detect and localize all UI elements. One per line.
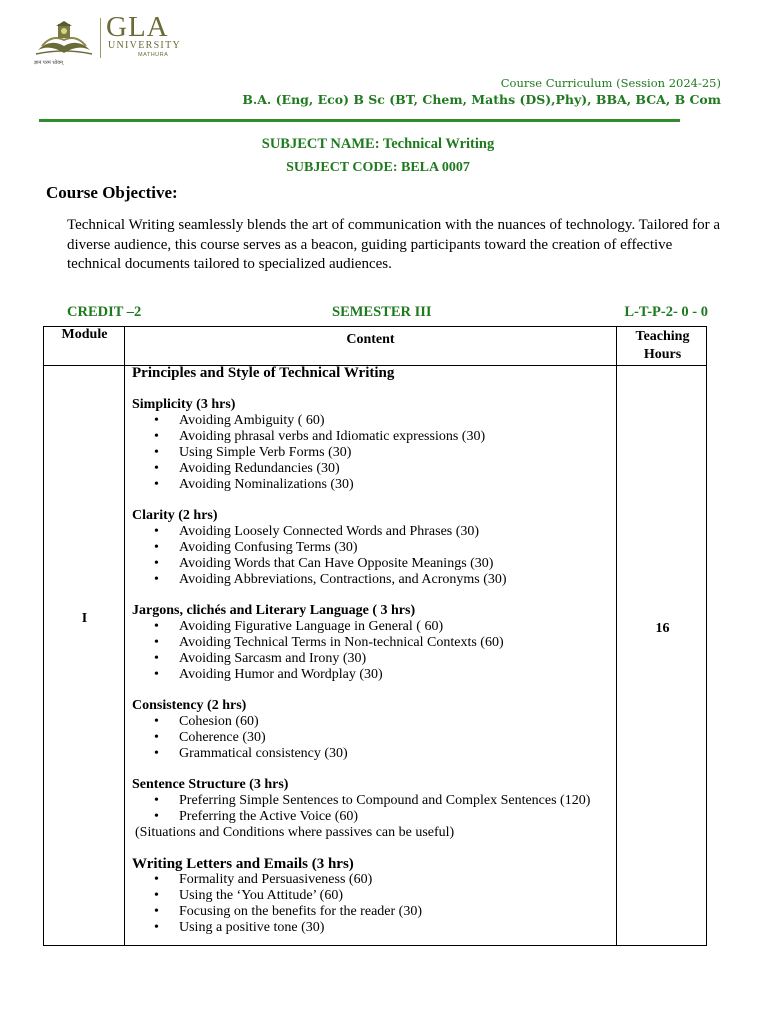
- list-item: • Formality and Persuasiveness (60): [154, 872, 373, 887]
- list-item: • Using a positive tone (30): [154, 920, 325, 935]
- teaching-hours-value: 16: [655, 621, 670, 636]
- bullet-icon: •: [154, 793, 159, 808]
- logo-city-text: MATHURA: [138, 52, 169, 58]
- section-heading-jargons: Jargons, clichés and Literary Language ( 3 hrs): [132, 603, 416, 618]
- header-hours-line2: Hours: [643, 347, 682, 362]
- bullet-icon: •: [154, 920, 159, 935]
- list-item: • Avoiding Ambiguity ( 60): [154, 413, 325, 428]
- module-content: [132, 365, 612, 936]
- bullet-icon: •: [154, 746, 159, 761]
- programs-label: B.A. (Eng, Eco) B Sc (BT, Chem, Maths (DS),Phy), BBA, BCA, B Com: [242, 92, 721, 107]
- bullet-icon: •: [154, 809, 159, 824]
- list-item: • Preferring the Active Voice (60): [154, 809, 359, 824]
- passive-voice-note: (Situations and Conditions where passives can be useful): [135, 825, 455, 840]
- semester-label: SEMESTER III: [332, 304, 432, 320]
- objective-text: Technical Writing seamlessly blends the art of communication with the nuances of technology. Tailored for a diverse audience, this course serves as a beacon, guiding participants toward the creation of effective technical documents tailored to specialized audiences.: [67, 217, 721, 272]
- header-teaching-hours: [617, 328, 708, 364]
- subject-name: SUBJECT NAME: Technical Writing: [261, 136, 495, 152]
- logo-gla-text: GLA: [106, 11, 169, 43]
- module-title: Principles and Style of Technical Writing: [132, 365, 395, 381]
- university-logo: [32, 11, 202, 66]
- emblem-icon: [32, 20, 96, 58]
- bullet-icon: •: [154, 540, 159, 555]
- ltp-label: L-T-P-2- 0 - 0: [624, 304, 708, 320]
- list-item: • Coherence (30): [154, 730, 266, 745]
- subject-code: SUBJECT CODE: BELA 0007: [286, 160, 470, 175]
- list-item: • Cohesion (60): [154, 714, 259, 729]
- logo-motto-text: ज्ञानं परमं ध्येयम्: [34, 60, 63, 66]
- section-heading-sentence-structure: Sentence Structure (3 hrs): [132, 777, 289, 792]
- list-item: • Avoiding Loosely Connected Words and Phrases (30): [154, 524, 480, 539]
- consistency-list: [132, 714, 612, 762]
- header-divider: [39, 119, 680, 122]
- section-heading-letters: Writing Letters and Emails (3 hrs): [132, 856, 354, 872]
- letters-list: [132, 872, 612, 936]
- list-item: • Using the ‘You Attitude’ (60): [154, 888, 343, 903]
- list-item: • Avoiding Nominalizations (30): [154, 477, 354, 492]
- sentence-structure-list: [132, 793, 612, 825]
- bullet-icon: •: [154, 872, 159, 887]
- table-divider: [124, 327, 125, 945]
- section-heading-clarity: Clarity (2 hrs): [132, 508, 218, 523]
- bullet-icon: •: [154, 730, 159, 745]
- section-heading-consistency: Consistency (2 hrs): [132, 698, 247, 713]
- bullet-icon: •: [154, 635, 159, 650]
- bullet-icon: •: [154, 651, 159, 666]
- bullet-icon: •: [154, 572, 159, 587]
- header-content: Content: [346, 332, 395, 347]
- bullet-icon: •: [154, 888, 159, 903]
- session-label: Course Curriculum (Session 2024-25): [500, 76, 721, 90]
- bullet-icon: •: [154, 524, 159, 539]
- list-item: • Using Simple Verb Forms (30): [154, 445, 352, 460]
- syllabus-table: [43, 326, 707, 946]
- list-item: • Avoiding Humor and Wordplay (30): [154, 667, 383, 682]
- header-hours-line1: Teaching: [635, 329, 690, 344]
- list-item: • Avoiding Abbreviations, Contractions, and Acronyms (30): [154, 572, 507, 587]
- list-item: • Focusing on the benefits for the reader (30): [154, 904, 422, 919]
- list-item: • Preferring Simple Sentences to Compound and Complex Sentences (120): [154, 793, 591, 808]
- list-item: • Avoiding Technical Terms in Non-technical Contexts (60): [154, 635, 504, 650]
- bullet-icon: •: [154, 445, 159, 460]
- logo-university-text: UNIVERSITY: [108, 40, 181, 51]
- list-item: • Avoiding Figurative Language in General ( 60): [154, 619, 444, 634]
- module-number: I: [81, 611, 88, 626]
- bullet-icon: •: [154, 477, 159, 492]
- list-item: • Avoiding Words that Can Have Opposite Meanings (30): [154, 556, 494, 571]
- section-heading-simplicity: Simplicity (3 hrs): [132, 397, 236, 412]
- list-item: • Grammatical consistency (30): [154, 746, 348, 761]
- bullet-icon: •: [154, 667, 159, 682]
- list-item: • Avoiding Redundancies (30): [154, 461, 340, 476]
- jargons-list: [132, 619, 612, 683]
- simplicity-list: [132, 413, 612, 493]
- bullet-icon: •: [154, 904, 159, 919]
- bullet-icon: •: [154, 461, 159, 476]
- bullet-icon: •: [154, 413, 159, 428]
- logo-divider: [100, 18, 101, 58]
- bullet-icon: •: [154, 714, 159, 729]
- credit-label: CREDIT –2: [67, 304, 142, 320]
- bullet-icon: •: [154, 619, 159, 634]
- objective-heading: Course Objective:: [46, 183, 178, 202]
- clarity-list: [132, 524, 612, 588]
- list-item: • Avoiding phrasal verbs and Idiomatic expressions (30): [154, 429, 486, 444]
- bullet-icon: •: [154, 429, 159, 444]
- bullet-icon: •: [154, 556, 159, 571]
- list-item: • Avoiding Sarcasm and Irony (30): [154, 651, 367, 666]
- list-item: • Avoiding Confusing Terms (30): [154, 540, 358, 555]
- header-module: Module: [61, 327, 108, 342]
